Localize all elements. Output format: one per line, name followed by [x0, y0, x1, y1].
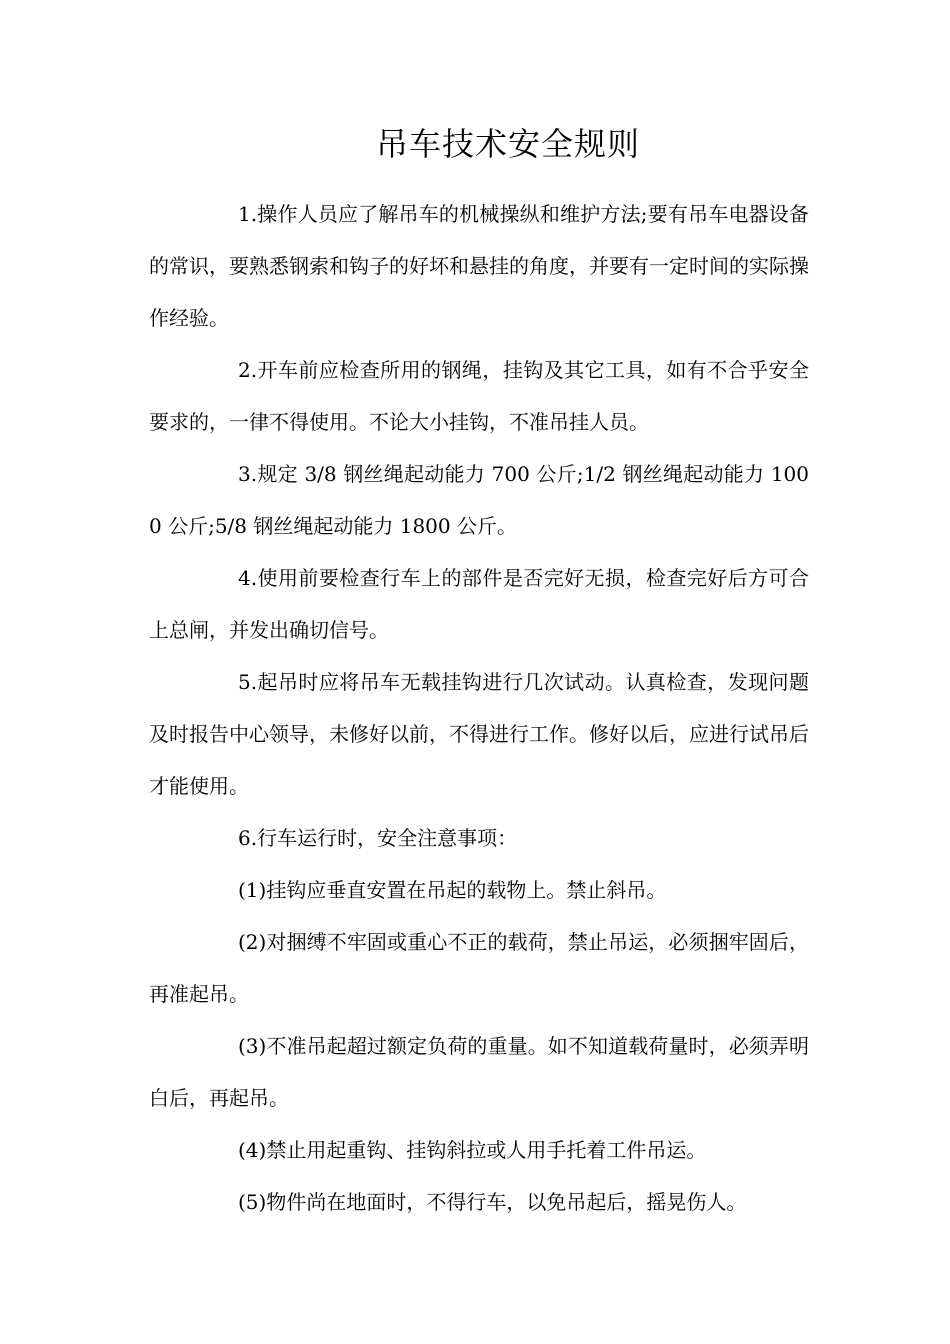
paragraph-1: 1.操作人员应了解吊车的机械操纵和维护方法;要有吊车电器设备的常识，要熟悉钢索和钩子的好坏和悬挂的角度，并要有一定时间的实际操作经验。	[149, 202, 809, 330]
paragraph-2: 2.开车前应检查所用的钢绳，挂钩及其它工具，如有不合乎安全要求的，一律不得使用。不论大小挂钩，不准吊挂人员。	[149, 358, 809, 434]
paragraph-6-item-3: (3)不准吊起超过额定负荷的重量。如不知道载荷量时，必须弄明白后，再起吊。	[149, 1034, 809, 1110]
paragraph-5: 5.起吊时应将吊车无载挂钩进行几次试动。认真检查，发现问题及时报告中心领导，未修好以前，不得进行工作。修好以后，应进行试吊后才能使用。	[149, 670, 809, 798]
paragraph-6-item-1: (1)挂钩应垂直安置在吊起的载物上。禁止斜吊。	[238, 878, 667, 902]
document-title: 吊车技术安全规则	[375, 125, 640, 163]
paragraph-6-item-5: (5)物件尚在地面时，不得行车，以免吊起后，摇晃伤人。	[238, 1190, 747, 1214]
paragraph-6-item-4: (4)禁止用起重钩、挂钩斜拉或人用手托着工件吊运。	[238, 1138, 707, 1162]
paragraph-4: 4.使用前要检查行车上的部件是否完好无损，检查完好后方可合上总闸，并发出确切信号。	[149, 566, 809, 642]
paragraph-6-item-2: (2)对捆缚不牢固或重心不正的载荷，禁止吊运，必须捆牢固后，再准起吊。	[149, 930, 809, 1006]
document-body	[149, 188, 809, 1228]
paragraph-3: 3.规定 3/8 钢丝绳起动能力 700 公斤;1/2 钢丝绳起动能力 1000 公斤;5/8 钢丝绳起动能力 1800 公斤。	[149, 462, 809, 538]
paragraph-6: 6.行车运行时，安全注意事项：	[238, 826, 518, 850]
